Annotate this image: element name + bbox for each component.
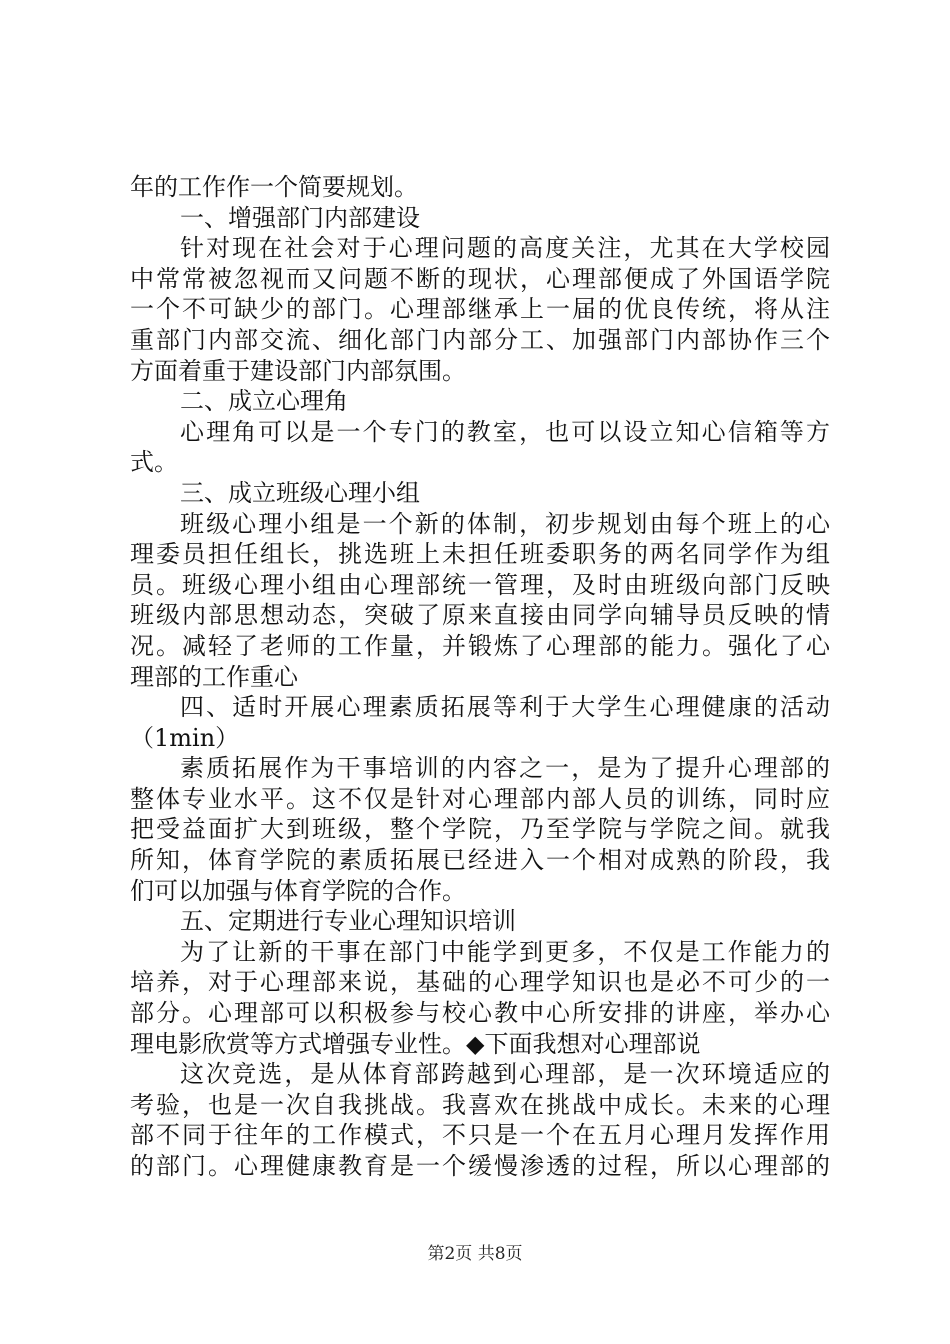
text-line: 们可以加强与体育学院的合作。 [130,876,466,905]
page-footer: 第2页 共8页 [427,1244,523,1264]
text-line: 为了让新的干事在部门中能学到更多，不仅是工作能力的 [180,937,830,966]
text-line: 况。减轻了老师的工作量，并锻炼了心理部的能力。强化了心 [130,631,830,660]
text-line: 培养，对于心理部来说，基础的心理学知识也是必不可少的一 [130,968,830,997]
text-line: 一个不可缺少的部门。心理部继承上一届的优良传统，将从注 [130,295,830,324]
text-line: （1min） [130,723,240,752]
text-line: 理委员担任组长，挑选班上未担任班委职务的两名同学作为组 [130,540,830,569]
text-line: 三、成立班级心理小组 [180,478,420,507]
text-line: 素质拓展作为干事培训的内容之一，是为了提升心理部的 [180,754,830,783]
text-line: 理电影欣赏等方式增强专业性。◆下面我想对心理部说 [130,1029,701,1058]
text-line: 方面着重于建设部门内部氛围。 [130,356,466,385]
text-line: 整体专业水平。这不仅是针对心理部内部人员的训练，同时应 [130,784,830,813]
text-line: 班级心理小组是一个新的体制，初步规划由每个班上的心 [180,509,830,538]
text-line: 中常常被忽视而又问题不断的现状，心理部便成了外国语学院 [130,264,830,293]
text-line: 五、定期进行专业心理知识培训 [180,907,516,936]
text-line: 针对现在社会对于心理问题的高度关注，尤其在大学校园 [180,234,830,263]
text-line: 班级内部思想动态，突破了原来直接由同学向辅导员反映的情 [130,601,830,630]
text-line: 部不同于往年的工作模式，不只是一个在五月心理月发挥作用 [130,1121,830,1150]
text-line: 考验，也是一次自我挑战。我喜欢在挑战中成长。未来的心理 [130,1090,830,1119]
text-line: 部分。心理部可以积极参与校心教中心所安排的讲座，举办心 [130,999,830,1028]
text-line: 员。班级心理小组由心理部统一管理，及时由班级向部门反映 [130,570,830,599]
text-line: 二、成立心理角 [180,387,348,416]
text-line: 重部门内部交流、细化部门内部分工、加强部门内部协作三个 [130,325,830,354]
text-line: 四、适时开展心理素质拓展等利于大学生心理健康的活动 [180,693,830,722]
text-line: 所知，体育学院的素质拓展已经进入一个相对成熟的阶段，我 [130,846,830,875]
document-body [130,172,830,1182]
text-line: 这次竞选，是从体育部跨越到心理部，是一次环境适应的 [180,1060,830,1089]
text-line: 心理角可以是一个专门的教室，也可以设立知心信箱等方 [180,417,830,446]
text-line: 理部的工作重心 [130,662,298,691]
text-line: 式。 [130,448,178,477]
text-line: 把受益面扩大到班级，整个学院，乃至学院与学院之间。就我 [130,815,830,844]
text-line: 的部门。心理健康教育是一个缓慢渗透的过程，所以心理部的 [130,1152,830,1180]
text-line: 一、增强部门内部建设 [180,203,420,232]
text-line: 年的工作作一个简要规划。 [130,173,418,201]
